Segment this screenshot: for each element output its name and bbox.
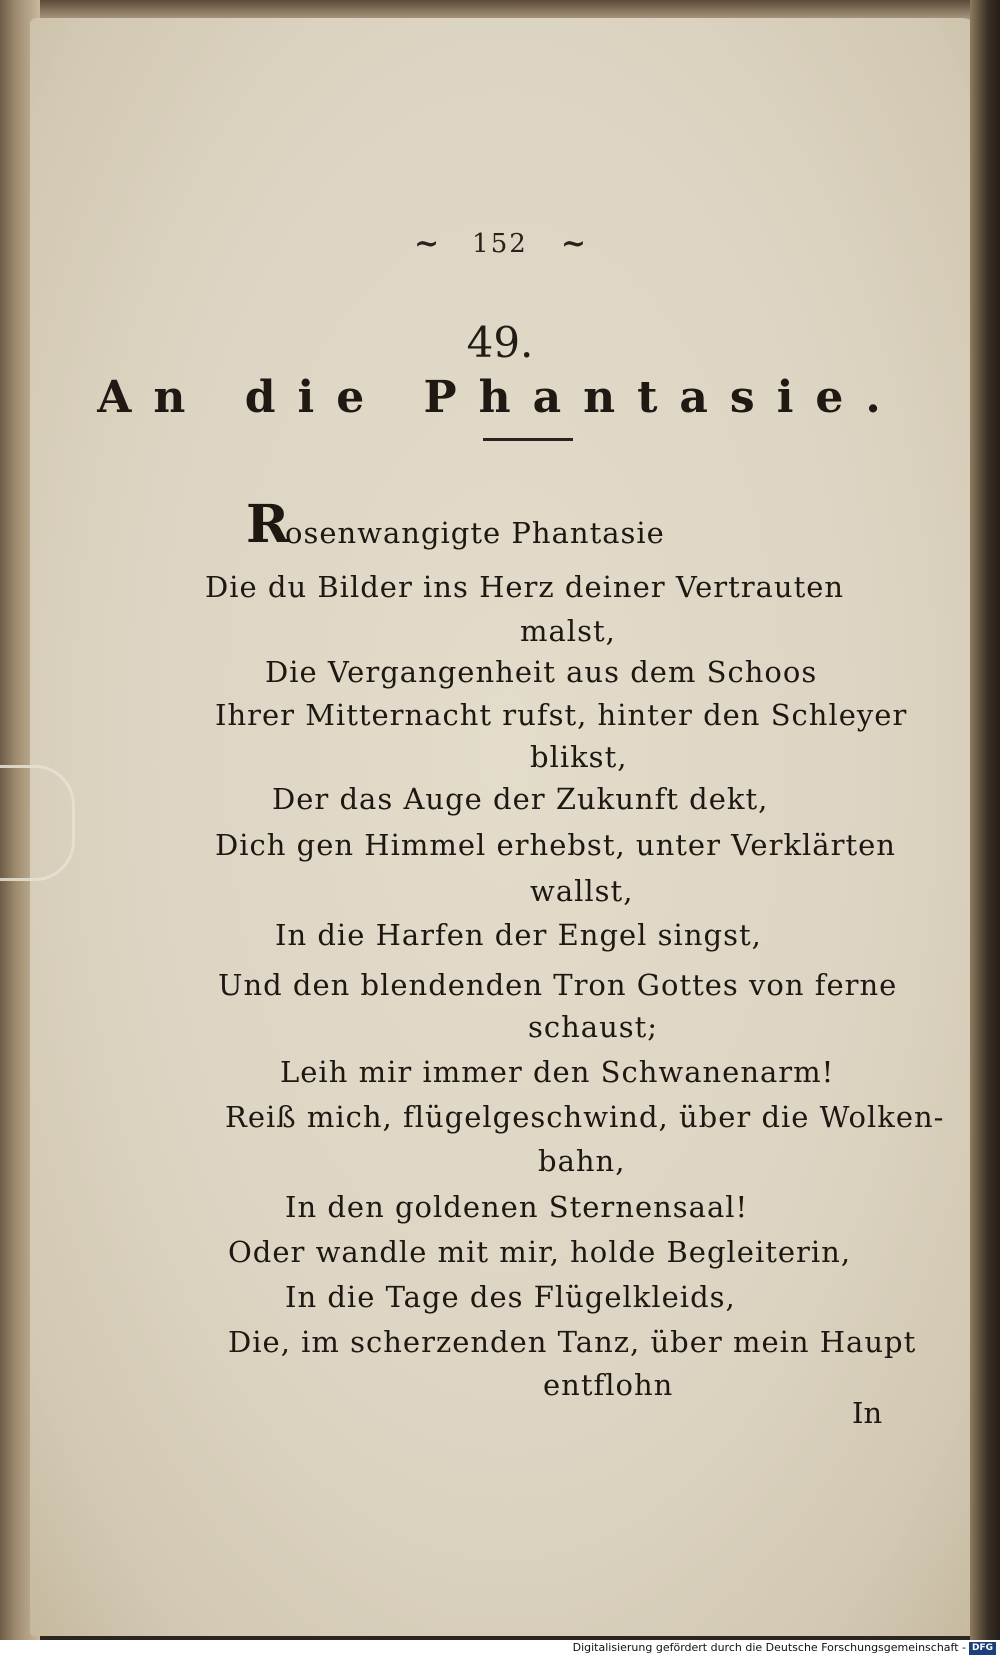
funding-credit: Digitalisierung gefördert durch die Deutsche Forschungsgemeinschaft - xyxy=(572,1641,966,1654)
paper-clip xyxy=(0,765,75,881)
ornament-left-icon: ~ xyxy=(413,226,440,261)
verse-text: Dich gen Himmel erhebst, unter Verklärten xyxy=(215,828,896,862)
verse-text: Ihrer Mitternacht rufst, hinter den Schleyer xyxy=(215,698,908,732)
verse-text: wallst, xyxy=(530,874,634,908)
poem-title: An die Phantasie. xyxy=(97,372,903,423)
verse-text: In die Tage des Flügelkleids, xyxy=(285,1280,736,1314)
catchword: In xyxy=(852,1396,883,1430)
drop-cap: R xyxy=(246,494,291,555)
verse-text: entflohn xyxy=(543,1368,674,1402)
verse-text: Die, im scherzenden Tanz, über mein Haupt xyxy=(228,1325,917,1359)
verse-text: Leih mir immer den Schwanenarm! xyxy=(280,1055,835,1089)
ornament-right-icon: ~ xyxy=(560,226,587,261)
verse-text: Reiß mich, flügelgeschwind, über die Wolken- xyxy=(225,1100,945,1134)
verse-text: Die du Bilder ins Herz deiner Vertrauten xyxy=(205,570,845,604)
verse-text: Die Vergangenheit aus dem Schoos xyxy=(265,655,818,689)
verse-text: Oder wandle mit mir, holde Begleiterin, xyxy=(228,1235,852,1269)
verse-text: malst, xyxy=(520,614,616,648)
verse-text: blikst, xyxy=(530,740,628,774)
page-number: 152 xyxy=(472,228,528,259)
verse-text: osenwangigte Phantasie xyxy=(285,516,665,550)
title-rule xyxy=(483,438,573,441)
poem-number: 49. xyxy=(466,318,534,367)
verse-text: Der das Auge der Zukunft dekt, xyxy=(272,782,769,816)
verse-text: In den goldenen Sternensaal! xyxy=(285,1190,749,1224)
verse-line xyxy=(0,494,1000,560)
running-head xyxy=(0,226,1000,261)
dfg-logo-icon: DFG xyxy=(969,1642,996,1655)
verse-text: schaust; xyxy=(528,1010,659,1044)
verse-text: In die Harfen der Engel singst, xyxy=(275,918,762,952)
verse-text: Und den blendenden Tron Gottes von ferne xyxy=(218,968,898,1002)
verse-text: bahn, xyxy=(538,1144,626,1178)
